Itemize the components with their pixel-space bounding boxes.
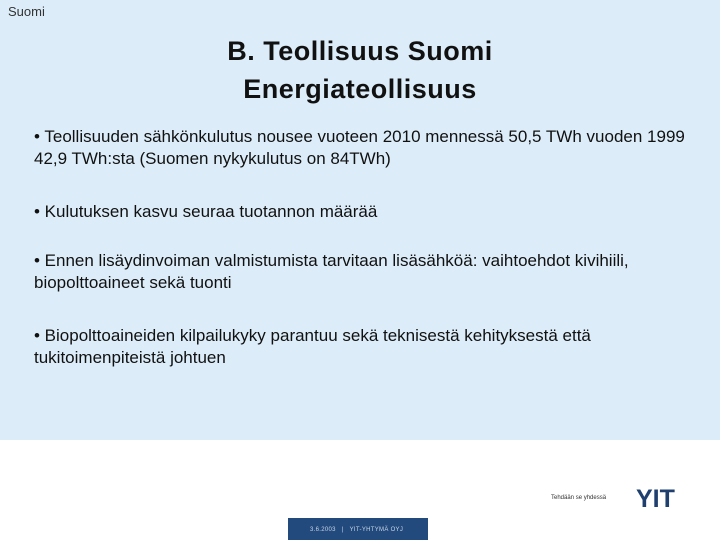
bullet-item: • Ennen lisäydinvoiman valmistumista tarvitaan lisäsähköä: vaihtoehdot kivihiili, biopolttoaineet sekä tuonti [34, 251, 629, 292]
slide-title-line-1: B. Teollisuus Suomi [227, 36, 493, 66]
logo-text: YIT [636, 486, 675, 510]
footer-separator: | [341, 527, 344, 533]
bullet-item: • Teollisuuden sähkönkulutus nousee vuoteen 2010 mennessä 50,5 TWh vuoden 1999 42,9 TWh:sta (Suomen nykykulutus on 84TWh) [34, 127, 685, 168]
bullet-item: • Biopolttoaineiden kilpailukyky parantuu sekä teknisestä kehityksestä että tukitoimenpiteistä johtuen [34, 326, 591, 367]
slide-title [0, 32, 720, 108]
footer-text [310, 527, 403, 533]
bullet-item: • Kulutuksen kasvu seuraa tuotannon määrää [34, 202, 378, 221]
slide-title-line-2: Energiateollisuus [243, 74, 477, 104]
footer-date: 3.6.2003 [310, 527, 336, 533]
footer-company: YIT-YHTYMÄ OYJ [349, 527, 404, 533]
yit-logo-icon [636, 486, 702, 510]
footer-tagline: Tehdään se yhdessä [551, 495, 607, 501]
bullet-list [34, 126, 694, 400]
corner-label: Suomi [8, 4, 45, 19]
